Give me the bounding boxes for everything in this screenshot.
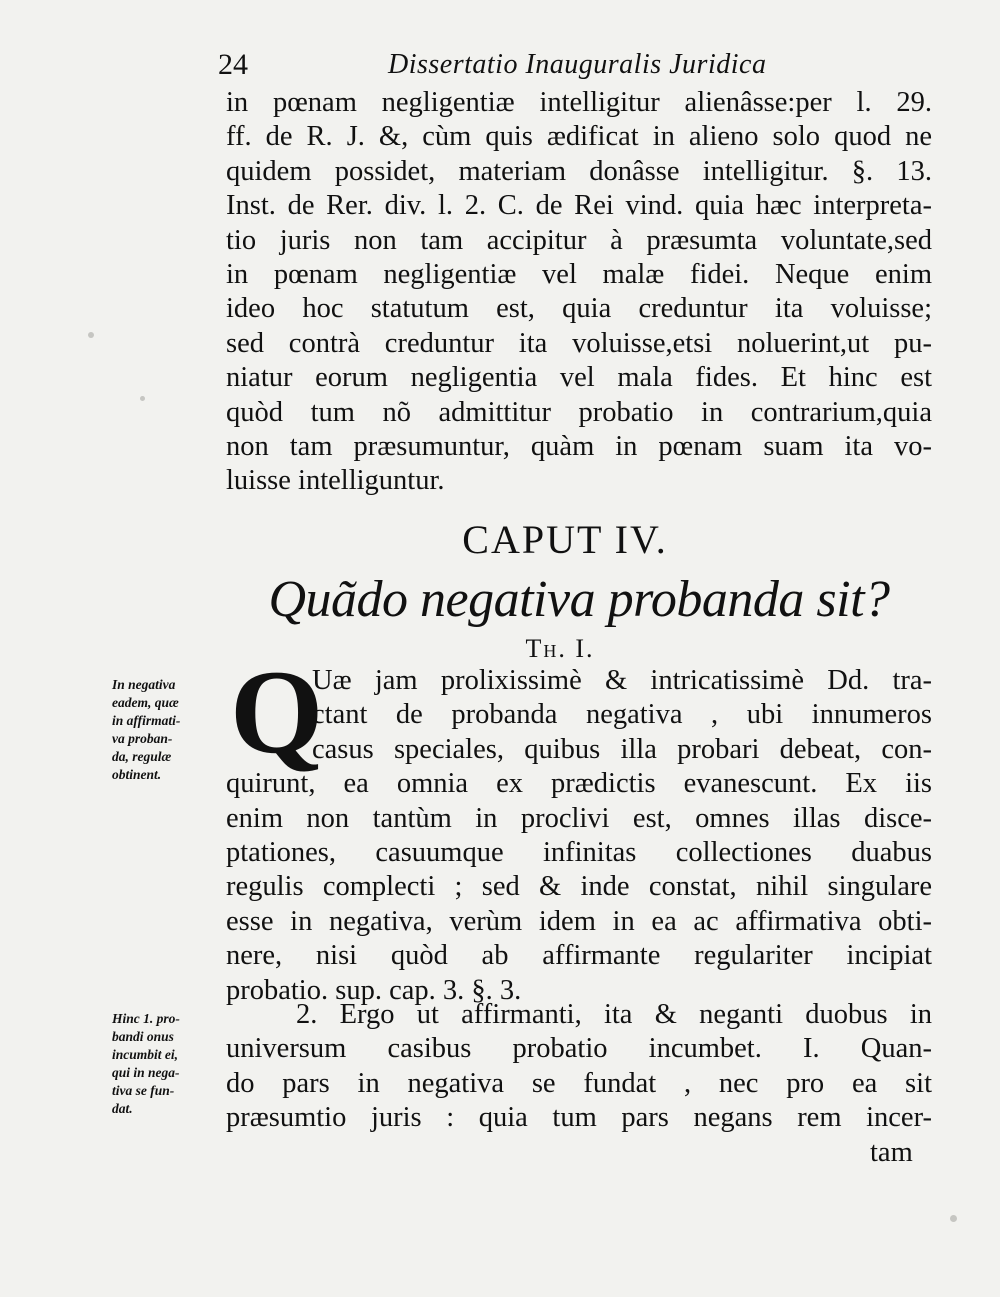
running-head: Dissertatio Inauguralis Juridica [388, 49, 767, 80]
text-line: ptationes, casuumque infinitas collectiones duabus [226, 836, 932, 868]
text-line: in pœnam negligentiæ intelligitur alienâsse:per l. 29. [226, 87, 932, 118]
text-line: ctant de probanda negativa , ubi innumeros [312, 699, 932, 731]
ink-speck [140, 396, 145, 401]
chapter-title: CAPUT IV. [462, 517, 668, 562]
continued-paragraph [226, 86, 932, 499]
text-line: universum casibus probatio incumbet. I. Quan- [226, 1033, 932, 1065]
text-line: enim non tantùm in proclivi est, omnes illas disce- [226, 802, 932, 834]
page-header [218, 42, 958, 82]
text-line: sed contrà creduntur ita voluisse,etsi noluerint,ut pu- [226, 327, 932, 359]
text-line: regulis complecti ; sed & inde constat, nihil singulare [226, 871, 932, 903]
text-line: tio juris non tam accipitur à præsumta voluntate,sed [226, 224, 932, 256]
margin-note-negativa [112, 676, 230, 784]
drop-cap: Q [230, 645, 324, 778]
text-line: Uæ jam prolixissimè & intricatissimè Dd. tra- [312, 665, 932, 696]
margin-note-onus [112, 1010, 230, 1118]
margin-note-line: dat. [112, 1101, 133, 1116]
ink-speck [88, 332, 94, 338]
thesis-label: Th. I. [525, 634, 595, 663]
margin-note-line: tiva se fun- [112, 1083, 175, 1098]
text-line: do pars in negativa se fundat , nec pro ea sit [226, 1067, 932, 1099]
margin-note-line: obtinent. [112, 767, 162, 782]
margin-note-line: In negativa [112, 677, 176, 692]
text-line: ideo hoc statutum est, quia creduntur ita voluisse; [226, 293, 932, 325]
text-line: quirunt, ea omnia ex prædictis evanescunt. Ex iis [226, 768, 932, 800]
margin-note-line: Hinc 1. pro- [112, 1011, 180, 1026]
text-line: niatur eorum negligentia vel mala fides. Et hinc est [226, 362, 932, 394]
text-line: probatio. sup. cap. 3. §. 3. [226, 974, 522, 1006]
chapter-heading: Quãdo negativa probanda sit? [268, 571, 890, 628]
margin-note-line: eadem, quæ [112, 695, 179, 710]
margin-note-line: va proban- [112, 731, 173, 746]
text-line: Inst. de Rer. div. l. 2. C. de Rei vind. quia hæc interpreta- [226, 190, 932, 222]
catchword: tam [870, 1137, 913, 1168]
text-line: præsumtio juris : quia tum pars negans rem incer- [226, 1102, 932, 1134]
text-line: 2. Ergo ut affirmanti, ita & neganti duobus in [296, 999, 932, 1030]
margin-note-line: incumbit ei, [112, 1047, 179, 1062]
text-line: luisse intelliguntur. [226, 465, 445, 497]
text-line: casus speciales, quibus illa probari debeat, con- [312, 733, 932, 765]
margin-note-line: qui in nega- [112, 1065, 180, 1080]
text-line: quòd tum nõ admittitur probatio in contrarium,quia [226, 396, 932, 428]
margin-note-line: in affirmati- [112, 713, 181, 728]
page-number: 24 [218, 48, 248, 81]
text-line: quidem possidet, materiam donâsse intelligitur. §. 13. [226, 155, 932, 187]
text-line: non tam præsumuntur, quàm in pœnam suam ita vo- [226, 430, 932, 462]
text-line: ff. de R. J. &, cùm quis ædificat in alieno solo quod ne [226, 121, 932, 153]
text-line: nere, nisi quòd ab affirmante regulariter incipiat [226, 940, 932, 972]
text-line: in pœnam negligentiæ vel malæ fidei. Neque enim [226, 258, 932, 290]
thesis-two-paragraph [226, 998, 932, 1136]
margin-note-line: bandi onus [112, 1029, 174, 1044]
margin-note-line: da, regulæ [112, 749, 172, 764]
text-line: esse in negativa, verùm idem in ea ac affirmativa obti- [226, 905, 932, 937]
ink-speck [950, 1215, 957, 1222]
